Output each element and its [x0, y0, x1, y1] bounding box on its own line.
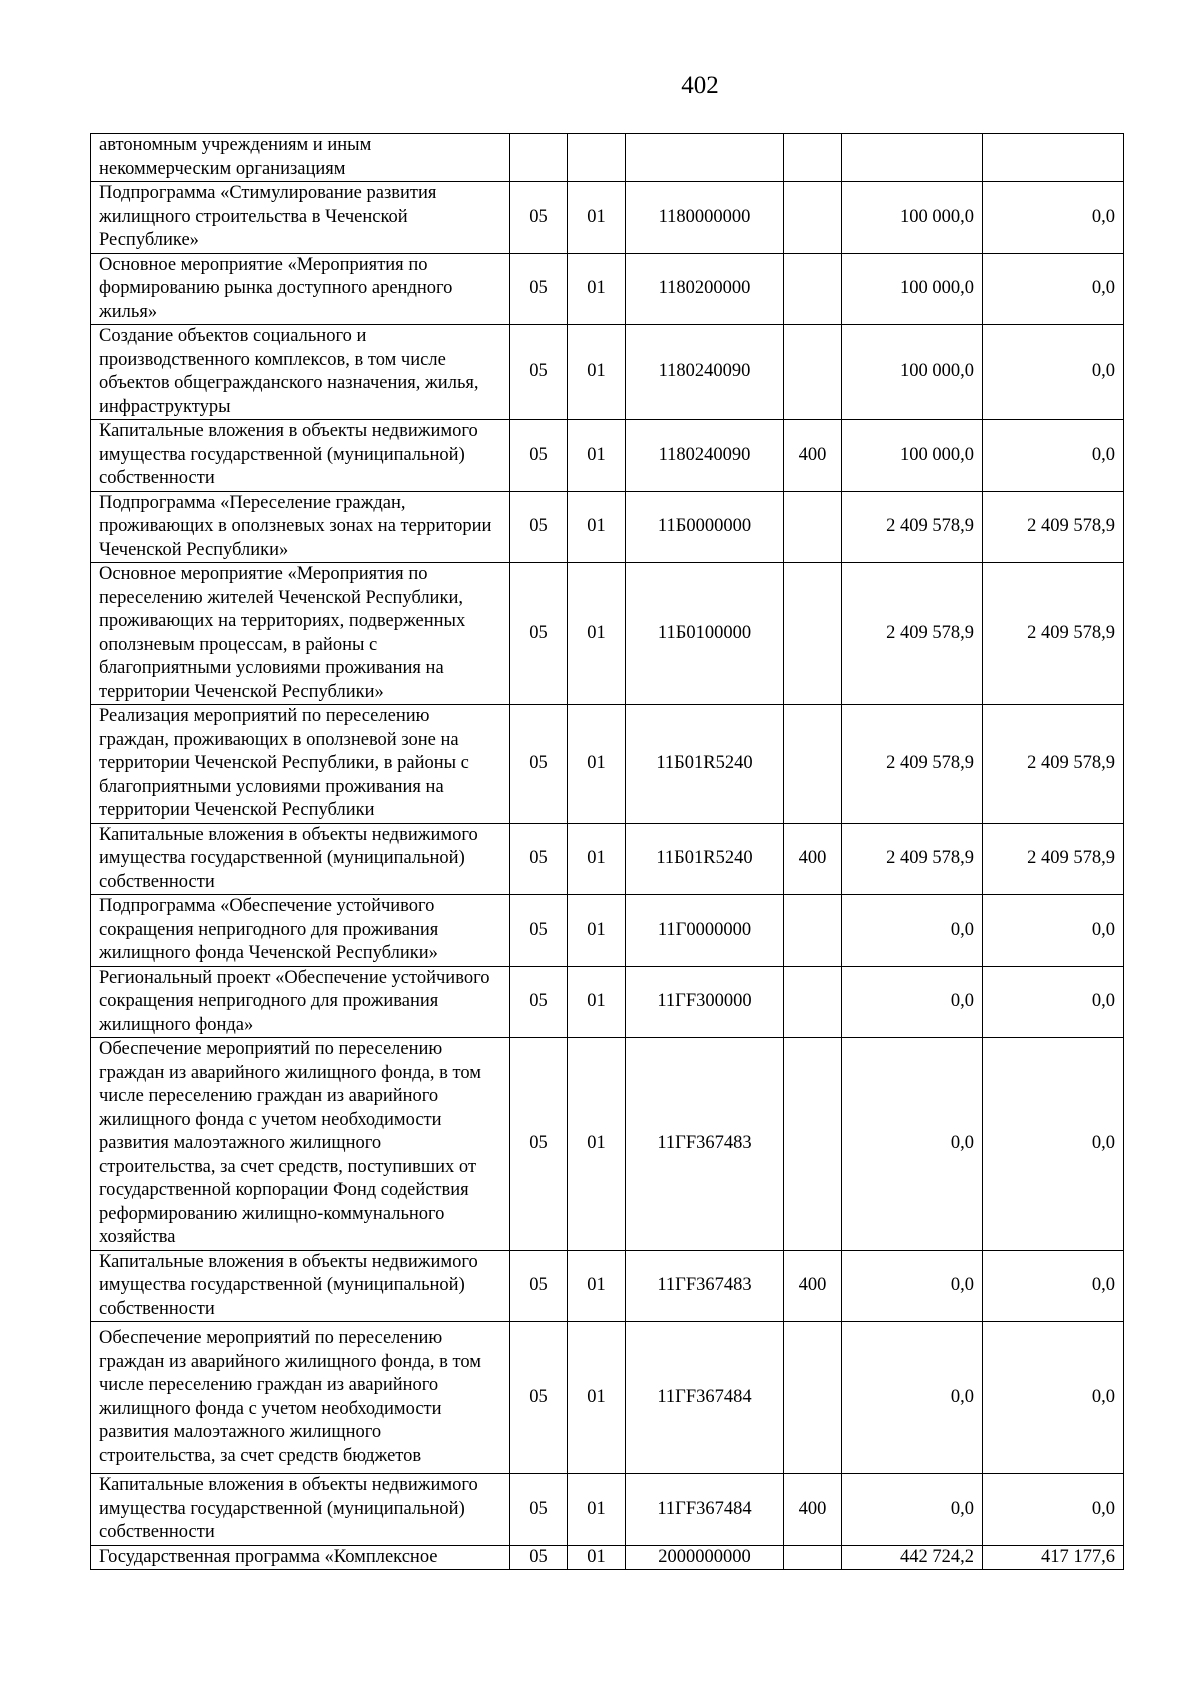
item-name: Капитальные вложения в объекты недвижимого имущества государственной (муниципальной) собственности — [91, 1474, 510, 1546]
subsection-code: 01 — [568, 895, 626, 967]
target-article-code: 11Б0100000 — [626, 563, 784, 705]
subsection-code: 01 — [568, 823, 626, 895]
expense-type-code — [784, 705, 842, 824]
expense-type-code — [784, 182, 842, 254]
item-name: Подпрограмма «Переселение граждан, проживающих в оползневых зонах на территории Чеченской Республики» — [91, 491, 510, 563]
subsection-code: 01 — [568, 563, 626, 705]
item-name: Создание объектов социального и производственного комплексов, в том числе объектов общегражданского назначения, жилья, инфраструктуры — [91, 325, 510, 420]
item-name: Обеспечение мероприятий по переселению граждан из аварийного жилищного фонда, в том числе переселению граждан из аварийного жилищного фонда с учетом необходимости развития малоэтажного жилищного строительства, за счет средств бюджетов — [91, 1322, 510, 1474]
subsection-code: 01 — [568, 420, 626, 492]
target-article-code: 11ГF367484 — [626, 1322, 784, 1474]
target-article-code: 1180200000 — [626, 253, 784, 325]
target-article-code: 2000000000 — [626, 1545, 784, 1570]
subsection-code: 01 — [568, 182, 626, 254]
target-article-code: 11ГF367484 — [626, 1474, 784, 1546]
amount-year-2: 0,0 — [983, 895, 1124, 967]
expense-type-code — [784, 1038, 842, 1251]
target-article-code: 1180240090 — [626, 420, 784, 492]
amount-year-2: 0,0 — [983, 420, 1124, 492]
amount-year-2: 2 409 578,9 — [983, 705, 1124, 824]
expense-type-code — [784, 1545, 842, 1570]
subsection-code: 01 — [568, 966, 626, 1038]
subsection-code: 01 — [568, 491, 626, 563]
target-article-code: 11ГF367483 — [626, 1038, 784, 1251]
table-row — [91, 1474, 1124, 1546]
amount-year-1: 0,0 — [842, 966, 983, 1038]
section-code: 05 — [510, 966, 568, 1038]
table-row — [91, 895, 1124, 967]
expense-type-code: 400 — [784, 1250, 842, 1322]
subsection-code: 01 — [568, 1474, 626, 1546]
expense-type-code — [784, 966, 842, 1038]
subsection-code — [568, 134, 626, 182]
amount-year-1: 0,0 — [842, 1038, 983, 1251]
item-name: Капитальные вложения в объекты недвижимого имущества государственной (муниципальной) собственности — [91, 420, 510, 492]
page-number: 402 — [681, 72, 719, 99]
table-row — [91, 420, 1124, 492]
expense-type-code — [784, 134, 842, 182]
section-code: 05 — [510, 253, 568, 325]
table-body — [91, 134, 1124, 1570]
target-article-code: 11Б01R5240 — [626, 705, 784, 824]
item-name: Региональный проект «Обеспечение устойчивого сокращения непригодного для проживания жилищного фонда» — [91, 966, 510, 1038]
section-code: 05 — [510, 1250, 568, 1322]
section-code: 05 — [510, 491, 568, 563]
amount-year-2: 0,0 — [983, 182, 1124, 254]
amount-year-1: 0,0 — [842, 1474, 983, 1546]
expense-type-code — [784, 895, 842, 967]
amount-year-2: 0,0 — [983, 1474, 1124, 1546]
item-name: Государственная программа «Комплексное — [91, 1545, 510, 1570]
amount-year-2: 0,0 — [983, 1038, 1124, 1251]
expense-type-code — [784, 1322, 842, 1474]
table-row — [91, 134, 1124, 182]
amount-year-1: 442 724,2 — [842, 1545, 983, 1570]
target-article-code: 11ГF300000 — [626, 966, 784, 1038]
table-row — [91, 182, 1124, 254]
target-article-code — [626, 134, 784, 182]
section-code: 05 — [510, 325, 568, 420]
section-code: 05 — [510, 1322, 568, 1474]
item-name: автономным учреждениям и иным некоммерческим организациям — [91, 134, 510, 182]
expense-type-code — [784, 491, 842, 563]
subsection-code: 01 — [568, 1322, 626, 1474]
amount-year-2: 0,0 — [983, 966, 1124, 1038]
amount-year-1: 2 409 578,9 — [842, 563, 983, 705]
section-code: 05 — [510, 895, 568, 967]
target-article-code: 11Б0000000 — [626, 491, 784, 563]
item-name: Основное мероприятие «Мероприятия по формированию рынка доступного арендного жилья» — [91, 253, 510, 325]
section-code — [510, 134, 568, 182]
table-row — [91, 966, 1124, 1038]
target-article-code: 11Г0000000 — [626, 895, 784, 967]
amount-year-1: 100 000,0 — [842, 182, 983, 254]
table-row — [91, 253, 1124, 325]
item-name: Основное мероприятие «Мероприятия по переселению жителей Чеченской Республики, проживающих на территориях, подверженных оползневым процессам, в районы с благоприятными условиями проживания на территории Чеченской Республики» — [91, 563, 510, 705]
subsection-code: 01 — [568, 325, 626, 420]
amount-year-2: 0,0 — [983, 253, 1124, 325]
amount-year-1: 0,0 — [842, 895, 983, 967]
table-row — [91, 823, 1124, 895]
expense-type-code — [784, 563, 842, 705]
section-code: 05 — [510, 823, 568, 895]
item-name: Подпрограмма «Стимулирование развития жилищного строительства в Чеченской Республике» — [91, 182, 510, 254]
amount-year-1: 2 409 578,9 — [842, 823, 983, 895]
budget-table — [90, 133, 1124, 1570]
table-row — [91, 1038, 1124, 1251]
amount-year-1: 2 409 578,9 — [842, 491, 983, 563]
item-name: Капитальные вложения в объекты недвижимого имущества государственной (муниципальной) собственности — [91, 823, 510, 895]
expense-type-code: 400 — [784, 1474, 842, 1546]
section-code: 05 — [510, 1545, 568, 1570]
amount-year-1: 2 409 578,9 — [842, 705, 983, 824]
section-code: 05 — [510, 182, 568, 254]
section-code: 05 — [510, 1038, 568, 1251]
section-code: 05 — [510, 705, 568, 824]
amount-year-1: 0,0 — [842, 1322, 983, 1474]
subsection-code: 01 — [568, 253, 626, 325]
amount-year-2: 2 409 578,9 — [983, 563, 1124, 705]
section-code: 05 — [510, 420, 568, 492]
expense-type-code: 400 — [784, 823, 842, 895]
amount-year-2: 2 409 578,9 — [983, 823, 1124, 895]
amount-year-1: 100 000,0 — [842, 253, 983, 325]
item-name: Реализация мероприятий по переселению граждан, проживающих в оползневой зоне на территории Чеченской Республики, в районы с благоприятными условиями проживания на территории Чеченской Республики — [91, 705, 510, 824]
target-article-code: 11ГF367483 — [626, 1250, 784, 1322]
amount-year-2: 2 409 578,9 — [983, 491, 1124, 563]
table-row — [91, 491, 1124, 563]
table-row — [91, 1545, 1124, 1570]
amount-year-1 — [842, 134, 983, 182]
table-row — [91, 1250, 1124, 1322]
amount-year-1: 100 000,0 — [842, 325, 983, 420]
item-name: Подпрограмма «Обеспечение устойчивого сокращения непригодного для проживания жилищного фонда Чеченской Республики» — [91, 895, 510, 967]
table-row — [91, 325, 1124, 420]
target-article-code: 11Б01R5240 — [626, 823, 784, 895]
table-row — [91, 705, 1124, 824]
amount-year-2: 0,0 — [983, 325, 1124, 420]
subsection-code: 01 — [568, 705, 626, 824]
expense-type-code — [784, 253, 842, 325]
amount-year-1: 0,0 — [842, 1250, 983, 1322]
amount-year-2: 417 177,6 — [983, 1545, 1124, 1570]
expense-type-code — [784, 325, 842, 420]
subsection-code: 01 — [568, 1038, 626, 1251]
amount-year-2 — [983, 134, 1124, 182]
amount-year-2: 0,0 — [983, 1250, 1124, 1322]
target-article-code: 1180240090 — [626, 325, 784, 420]
table-row — [91, 563, 1124, 705]
target-article-code: 1180000000 — [626, 182, 784, 254]
table-row — [91, 1322, 1124, 1474]
subsection-code: 01 — [568, 1545, 626, 1570]
expense-type-code: 400 — [784, 420, 842, 492]
item-name: Обеспечение мероприятий по переселению граждан из аварийного жилищного фонда, в том числе переселению граждан из аварийного жилищного фонда с учетом необходимости развития малоэтажного жилищного строительства, за счет средств, поступивших от государственной корпорации Фонд содействия реформированию жилищно-коммунального хозяйства — [91, 1038, 510, 1251]
amount-year-2: 0,0 — [983, 1322, 1124, 1474]
item-name: Капитальные вложения в объекты недвижимого имущества государственной (муниципальной) собственности — [91, 1250, 510, 1322]
section-code: 05 — [510, 563, 568, 705]
section-code: 05 — [510, 1474, 568, 1546]
subsection-code: 01 — [568, 1250, 626, 1322]
amount-year-1: 100 000,0 — [842, 420, 983, 492]
